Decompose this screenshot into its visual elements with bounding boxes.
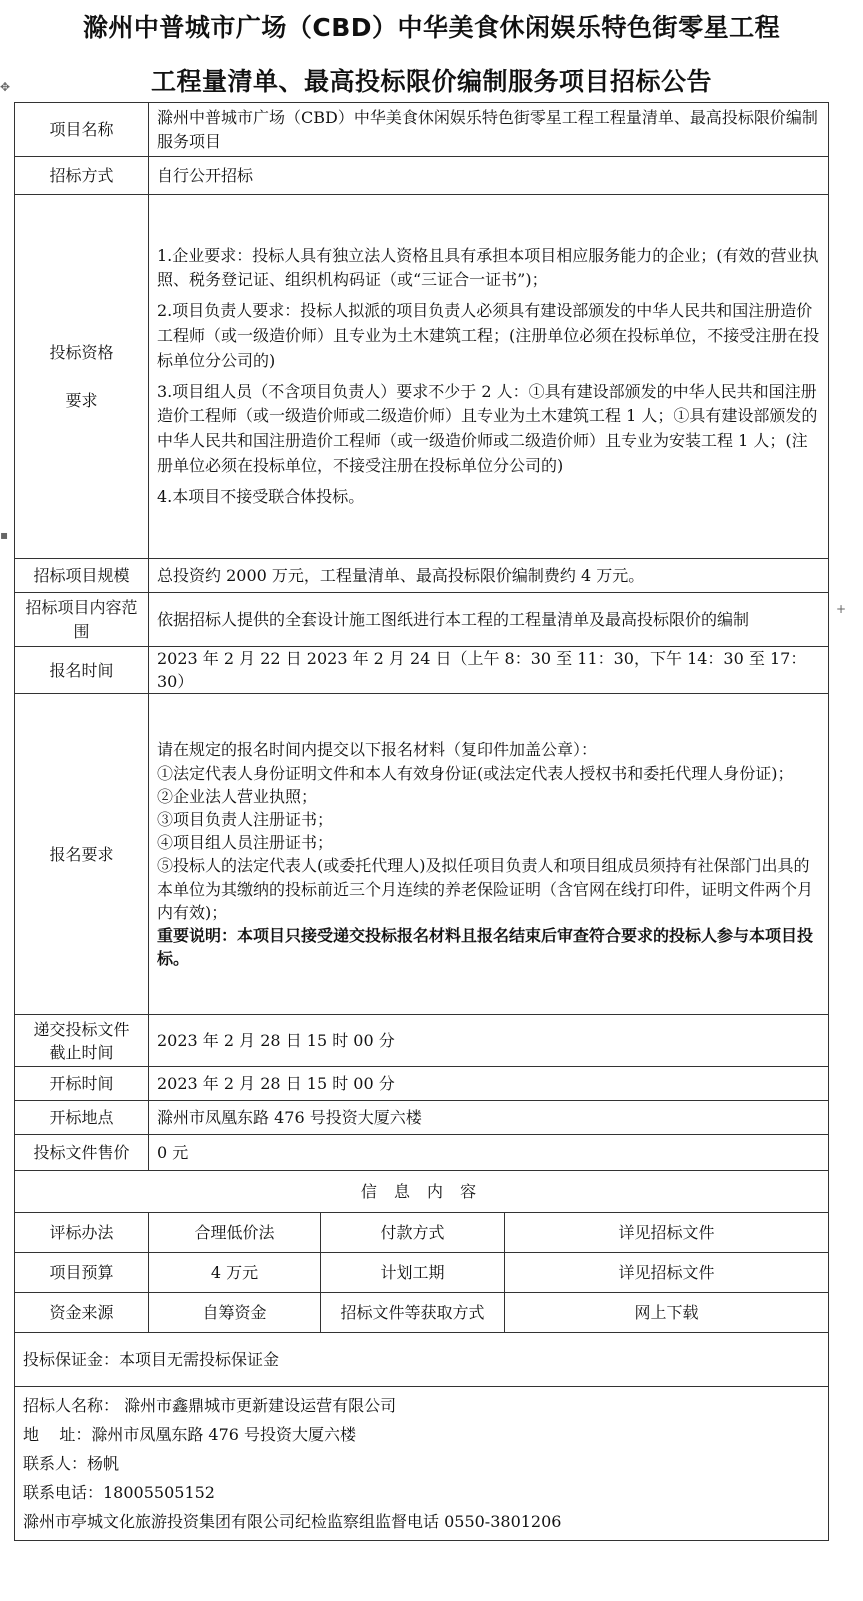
open-place-label: 开标地点 — [15, 1101, 149, 1135]
deadline-label — [15, 1015, 149, 1067]
qualification-label-line2: 要求 — [65, 390, 98, 410]
reg-req-item-1: ①法定代表人身份证明文件和本人有效身份证(或法定代表人授权书和委托代理人身份证)； — [157, 763, 794, 783]
add-row-icon[interactable]: + — [836, 602, 847, 616]
deadline-label-line1: 递交投标文件 — [33, 1019, 130, 1039]
reg-time-value: 2023 年 2 月 22 日 2023 年 2 月 24 日（上午 8：30 至 11：30，下午 14：30 至 17：30） — [149, 647, 829, 694]
row-info-header — [15, 1171, 829, 1213]
row-reg-time — [15, 647, 829, 694]
budget-value: 4 万元 — [149, 1253, 321, 1293]
qualification-item-1: 1.企业要求：投标人具有独立法人资格且具有承担本项目相应服务能力的企业；(有效的营业执照、税务登记证、组织机构码证（或“三证合一证书”)； — [157, 245, 819, 290]
schedule-value: 详见招标文件 — [505, 1253, 829, 1293]
qualification-item-3: 3.项目组人员（不含项目负责人）要求不少于 2 人：①具有建设部颁发的中华人民共和国注册造价工程师（或一级造价师或二级造价师）且专业为土木建筑工程 1 人；①具有建设部颁发的中华人民共和国注册造价工程师（或一级造价师或二级造价师）且专业为安装工程 1 人；(注册单位必须在投标单位，不接受注册在投标单位分公司的) — [157, 381, 818, 475]
deadline-value: 2023 年 2 月 28 日 15 时 00 分 — [149, 1015, 829, 1067]
notice-title-line1: 滁州中普城市广场（CBD）中华美食休闲娱乐特色街零星工程 — [82, 13, 781, 42]
reg-req-item-3: ③项目负责人注册证书； — [157, 810, 334, 829]
info-content-table — [14, 1134, 829, 1541]
price-value: 0 元 — [149, 1135, 829, 1171]
row-qualification — [15, 195, 829, 559]
reg-req-item-5: ⑤投标人的法定代表人(或委托代理人)及拟任项目负责人和项目组成员须持有社保部门出具的本单位为其缴纳的投标前近三个月连续的养老保险证明（含官网在线打印件，证明文件两个月内有效)； — [157, 856, 814, 922]
row-info-3 — [15, 1293, 829, 1333]
tenderer-name: 招标人名称： 滁州市鑫鼎城市更新建设运营有限公司 — [23, 1396, 397, 1415]
contact-phone: 联系电话：18005505152 — [23, 1483, 215, 1502]
reg-req-important: 重要说明：本项目只接受递交投标报名材料且报名结束后审查符合要求的投标人参与本项目投标。 — [157, 925, 814, 969]
reg-req-value — [149, 694, 829, 1015]
row-info-1 — [15, 1213, 829, 1253]
notice-title-line2: 工程量清单、最高投标限价编制服务项目招标公告 — [150, 67, 712, 96]
reg-time-label: 报名时间 — [15, 647, 149, 694]
info-header: 信 息 内 容 — [15, 1171, 829, 1213]
row-reg-req — [15, 694, 829, 1015]
row-contact — [15, 1387, 829, 1541]
reg-req-item-0: 请在规定的报名时间内提交以下报名材料（复印件加盖公章）： — [157, 740, 598, 760]
project-name-label: 项目名称 — [15, 103, 149, 157]
bid-info-table — [14, 102, 829, 1135]
row-project-name — [15, 103, 829, 157]
funding-label: 资金来源 — [15, 1293, 149, 1333]
qualification-label-line1: 投标资格 — [49, 343, 114, 363]
acquisition-value: 网上下载 — [505, 1293, 829, 1333]
bid-method-value: 自行公开招标 — [149, 157, 829, 195]
eval-method-label: 评标办法 — [15, 1213, 149, 1253]
price-label: 投标文件售价 — [15, 1135, 149, 1171]
open-place-value: 滁州市凤凰东路 476 号投资大厦六楼 — [149, 1101, 829, 1135]
row-open-time — [15, 1067, 829, 1101]
scope-label: 招标项目内容范围 — [15, 593, 149, 647]
scale-label: 招标项目规模 — [15, 559, 149, 593]
qualification-label — [15, 195, 149, 559]
qualification-item-4: 4.本项目不接受联合体投标。 — [157, 486, 365, 506]
scope-value: 依据招标人提供的全套设计施工图纸进行本工程的工程量清单及最高投标限价的编制 — [149, 593, 829, 647]
row-deposit — [15, 1333, 829, 1387]
schedule-label: 计划工期 — [321, 1253, 505, 1293]
row-bid-method — [15, 157, 829, 195]
supervision-phone: 滁州市亭城文化旅游投资集团有限公司纪检监察组监督电话 0550-3801206 — [23, 1512, 562, 1531]
bid-method-label: 招标方式 — [15, 157, 149, 195]
row-info-2 — [15, 1253, 829, 1293]
open-time-label: 开标时间 — [15, 1067, 149, 1101]
scale-value: 总投资约 2000 万元，工程量清单、最高投标限价编制费约 4 万元。 — [149, 559, 829, 593]
open-time-value: 2023 年 2 月 28 日 15 时 00 分 — [149, 1067, 829, 1101]
move-handle-icon[interactable]: ✥ — [0, 80, 11, 94]
contact-block — [15, 1387, 829, 1541]
payment-label: 付款方式 — [321, 1213, 505, 1253]
left-marker-icon: ▪ — [0, 528, 9, 542]
payment-value: 详见招标文件 — [505, 1213, 829, 1253]
qualification-item-2: 2.项目负责人要求：投标人拟派的项目负责人必须具有建设部颁发的中华人民共和国注册造价工程师（或一级造价师）且专业为土木建筑工程；(注册单位必须在投标单位，不接受注册在投标单位分公司的) — [157, 301, 820, 370]
funding-value: 自筹资金 — [149, 1293, 321, 1333]
row-scope — [15, 593, 829, 647]
reg-req-item-4: ④项目组人员注册证书； — [157, 833, 334, 853]
eval-method-value: 合理低价法 — [149, 1213, 321, 1253]
acquisition-label: 招标文件等获取方式 — [321, 1293, 505, 1333]
row-price — [15, 1135, 829, 1171]
budget-label: 项目预算 — [15, 1253, 149, 1293]
contact-person: 联系人：杨帆 — [23, 1454, 120, 1473]
project-name-value: 滁州中普城市广场（CBD）中华美食休闲娱乐特色街零星工程工程量清单、最高投标限价编制服务项目 — [149, 103, 829, 157]
tenderer-address: 地 址：滁州市凤凰东路 476 号投资大厦六楼 — [23, 1425, 357, 1444]
qualification-value — [149, 195, 829, 559]
row-open-place — [15, 1101, 829, 1135]
row-scale — [15, 559, 829, 593]
row-deadline — [15, 1015, 829, 1067]
reg-req-label: 报名要求 — [15, 694, 149, 1015]
deadline-label-line2: 截止时间 — [49, 1042, 114, 1062]
reg-req-item-2: ②企业法人营业执照； — [157, 786, 318, 806]
deposit-text: 投标保证金：本项目无需投标保证金 — [15, 1333, 829, 1387]
